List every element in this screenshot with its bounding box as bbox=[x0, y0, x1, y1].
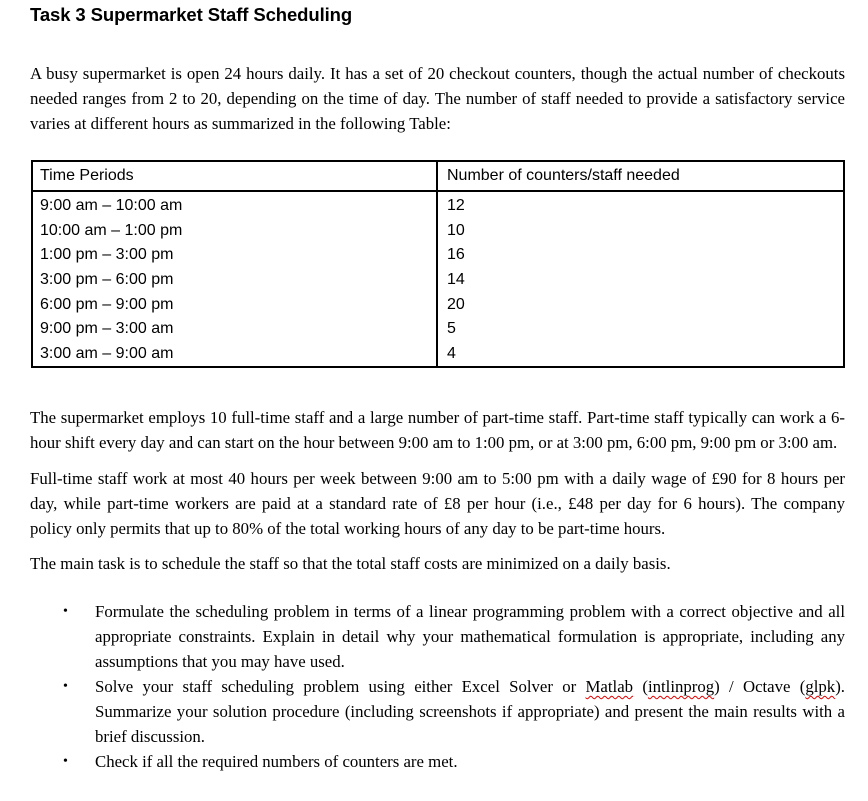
task-list-item bbox=[30, 674, 845, 749]
wages-paragraph: Full-time staff work at most 40 hours per week between 9:00 am to 5:00 pm with a daily wage of £90 for 8 hours per day, while part-time workers are paid at a standard rate of £8 per hour (i.e., £48 per day for 6 hours). The company policy only permits that up to 80% of the total working hours of any day to be part-time hours. bbox=[30, 469, 845, 539]
staff-needed-cell: 5 bbox=[437, 317, 844, 342]
bullet-text-segment: Formulate the scheduling problem in terms of a linear programming problem with a correct objective and all appropriate constraints. Explain in detail why your mathematical formulation is appropriate, including any assumptions that you may have used. bbox=[95, 602, 845, 672]
staff-needed-cell: 14 bbox=[437, 268, 844, 293]
table-row bbox=[32, 191, 844, 219]
staff-needed-cell: 4 bbox=[437, 342, 844, 368]
table-header-row bbox=[32, 161, 844, 191]
bullet-icon: • bbox=[63, 754, 68, 770]
table-row bbox=[32, 317, 844, 342]
time-period-cell: 1:00 pm – 3:00 pm bbox=[40, 246, 174, 264]
staff-needed-cell: 10 bbox=[437, 219, 844, 244]
time-periods-header: Time Periods bbox=[32, 161, 437, 191]
task-list-item bbox=[30, 749, 845, 774]
table-row bbox=[32, 243, 844, 268]
table-row bbox=[32, 342, 844, 368]
task-list-item bbox=[30, 599, 845, 674]
task-bullet-list bbox=[30, 599, 845, 774]
misspelled-word: glpk bbox=[805, 677, 836, 697]
misspelled-word: Matlab bbox=[585, 677, 634, 697]
time-period-cell: 6:00 pm – 9:00 pm bbox=[40, 295, 174, 313]
staff-needed-cell: 16 bbox=[437, 243, 844, 268]
bullet-text-segment: ). Summarize your solution procedure (including screenshots if appropriate) and present the main results with a brief discussion. bbox=[95, 677, 845, 747]
bullet-icon: • bbox=[63, 679, 68, 695]
staffing-requirements-table bbox=[31, 160, 845, 368]
table-row bbox=[32, 292, 844, 317]
main-task-paragraph: The main task is to schedule the staff so that the total staff costs are minimized on a daily basis. bbox=[30, 554, 671, 574]
time-period-cell: 9:00 pm – 3:00 am bbox=[40, 320, 174, 338]
time-period-cell: 3:00 am – 9:00 am bbox=[40, 344, 174, 362]
table-row bbox=[32, 219, 844, 244]
document-page bbox=[0, 3, 868, 801]
intro-paragraph: A busy supermarket is open 24 hours daily. It has a set of 20 checkout counters, though the actual number of checkouts needed ranges from 2 to 20, depending on the time of day. The number of staff needed to provide a satisfactory service varies at different hours as summarized in the following Table: bbox=[30, 64, 845, 133]
bullet-text-segment: ) / Octave ( bbox=[714, 677, 806, 697]
time-period-cell: 9:00 am – 10:00 am bbox=[40, 197, 183, 215]
counters-needed-header: Number of counters/staff needed bbox=[437, 161, 844, 191]
staff-needed-cell: 12 bbox=[437, 191, 844, 219]
staffing-table-body bbox=[32, 191, 844, 367]
bullet-text-segment: Check if all the required numbers of counters are met. bbox=[95, 752, 458, 772]
bullet-icon: • bbox=[63, 604, 68, 620]
misspelled-word: intlinprog bbox=[647, 677, 715, 697]
time-period-cell: 3:00 pm – 6:00 pm bbox=[40, 271, 174, 289]
time-period-cell: 10:00 am – 1:00 pm bbox=[40, 221, 183, 239]
document-title: Task 3 Supermarket Staff Scheduling bbox=[30, 4, 353, 25]
staffing-paragraph: The supermarket employs 10 full-time staff and a large number of part-time staff. Part-time staff typically can work a 6-hour shift every day and can start on the hour between 9:00 am to 1:00 pm, or at 3:00 pm, 6:00 pm, 9:00 pm or 3:00 am. bbox=[30, 408, 845, 453]
table-row bbox=[32, 268, 844, 293]
bullet-text-segment: ( bbox=[633, 677, 648, 697]
bullet-text-segment: Solve your staff scheduling problem using either Excel Solver or bbox=[95, 677, 586, 697]
staff-needed-cell: 20 bbox=[437, 292, 844, 317]
